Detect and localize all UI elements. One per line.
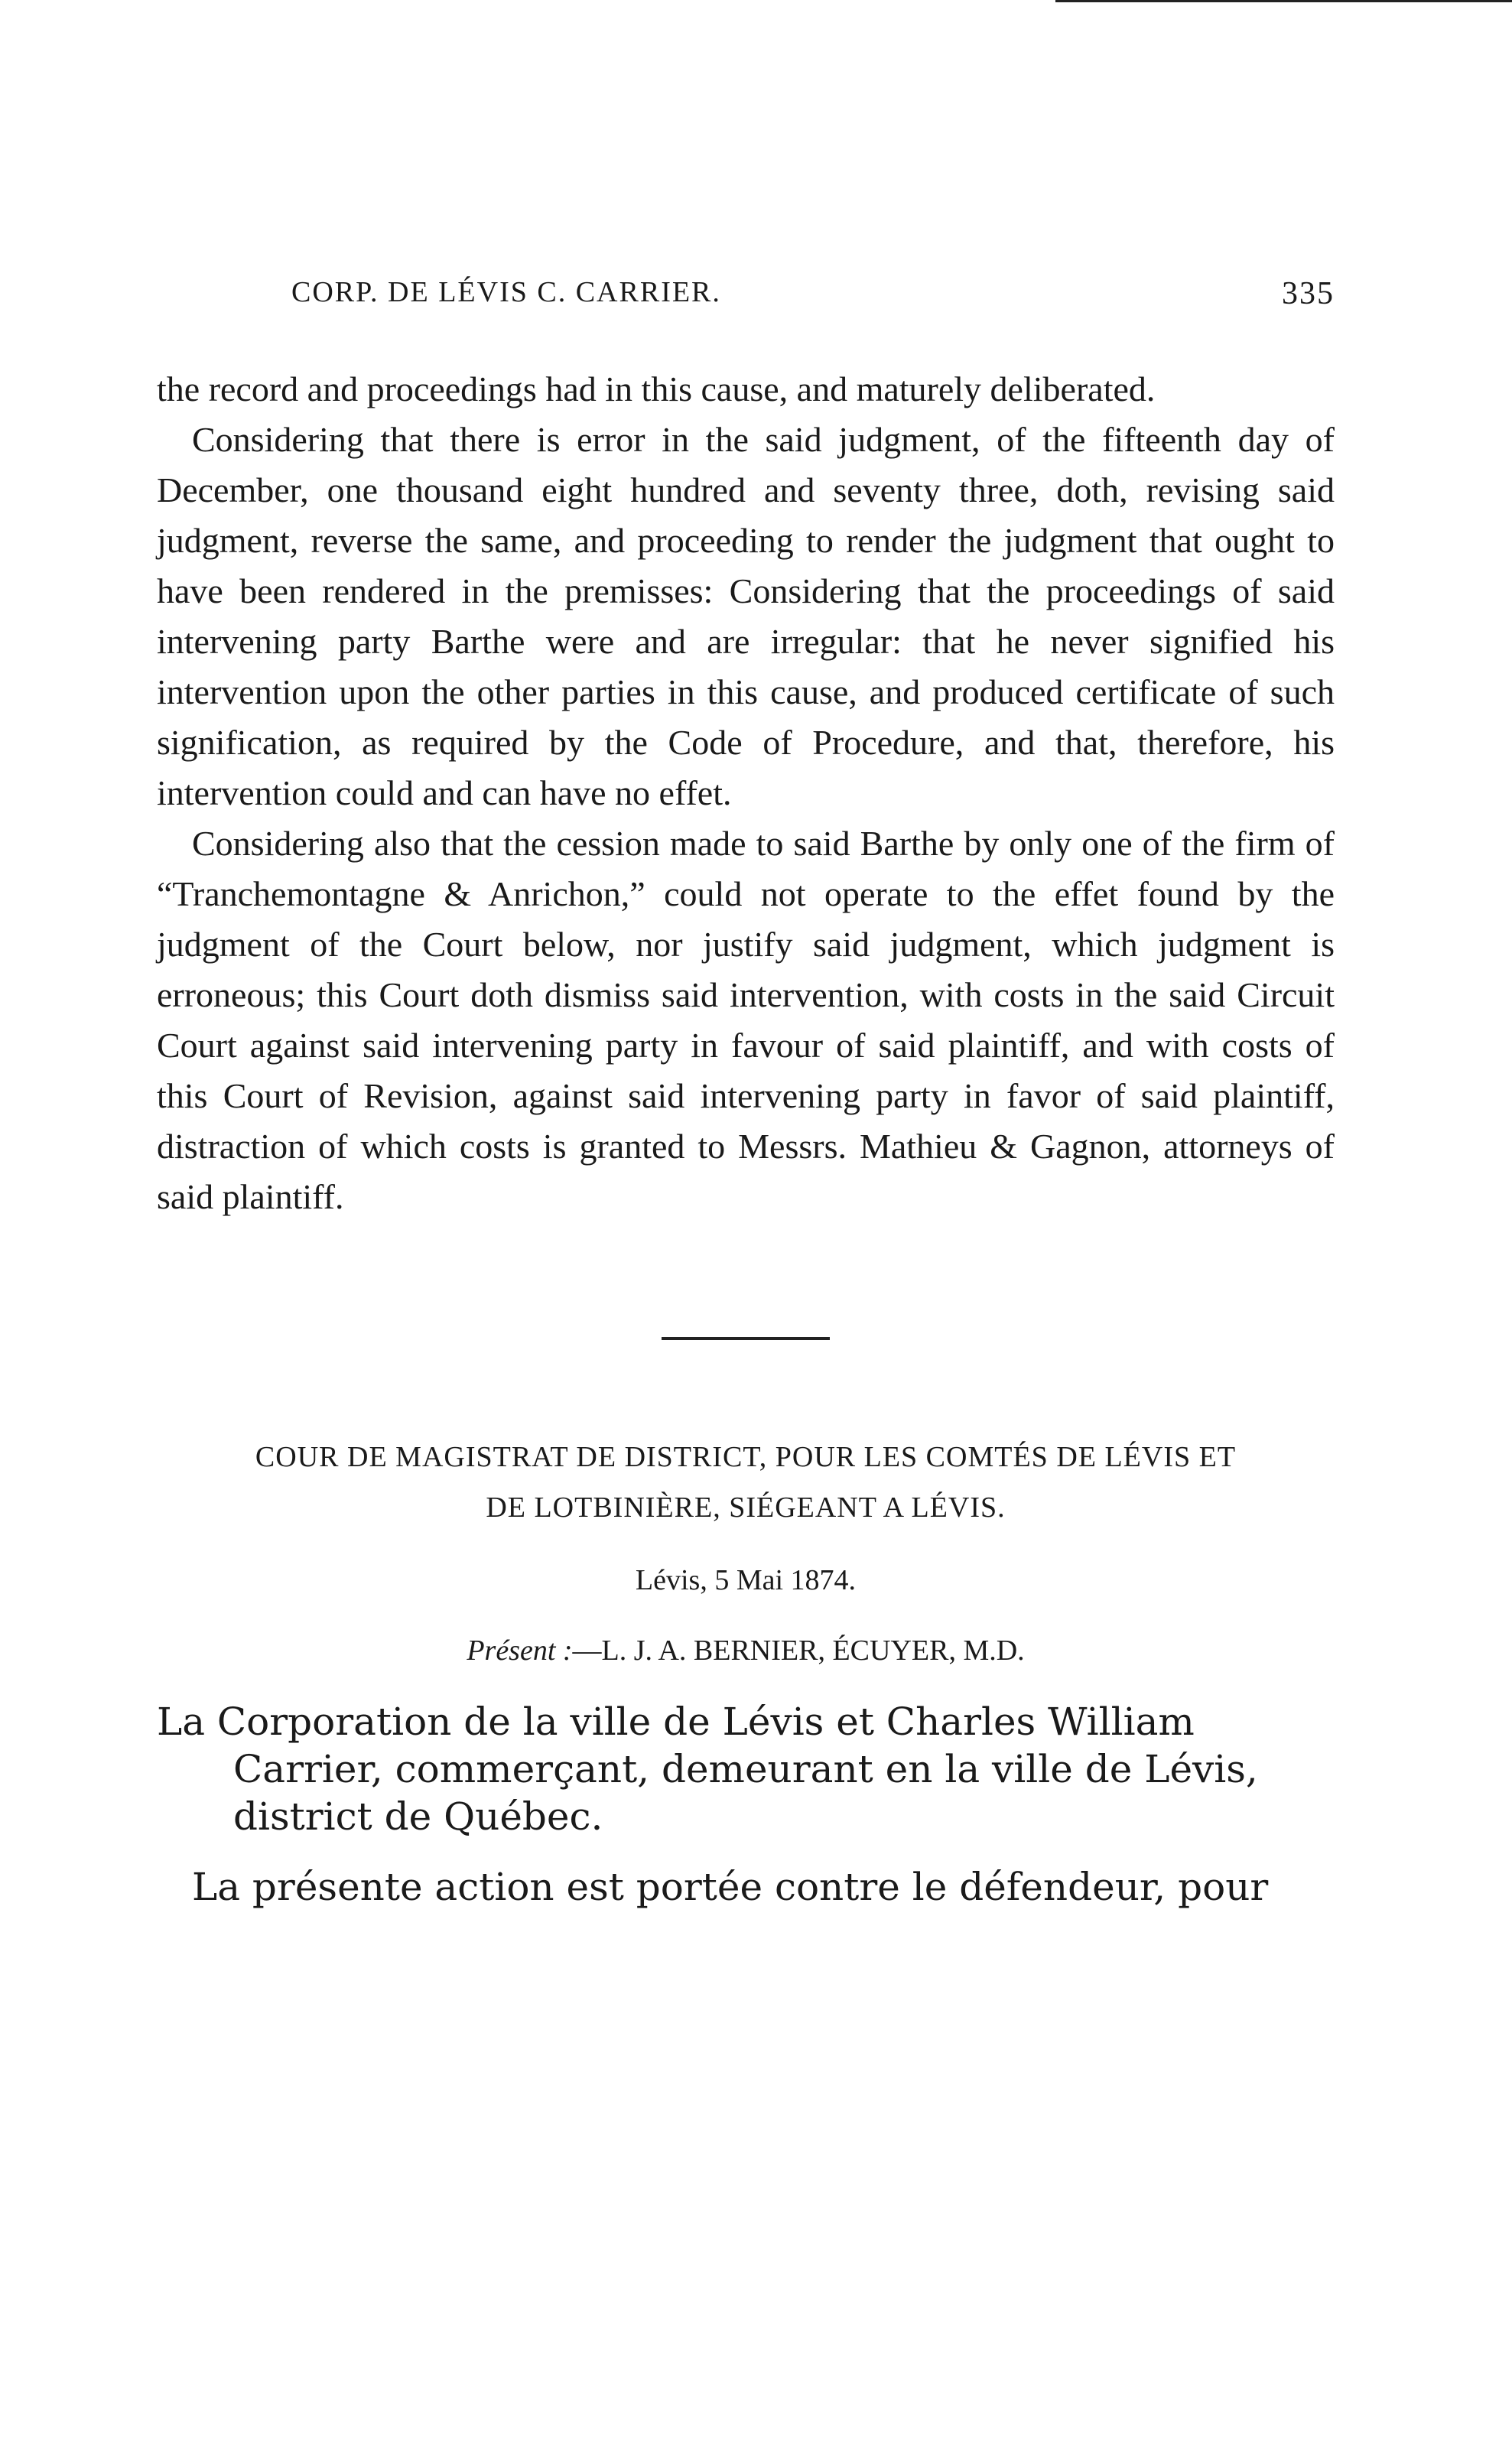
case-parties: La Corporation de la ville de Lévis et Charles William Carrier, commerçant, demeurant en la ville de Lévis, district de Québec.	[157, 1700, 1258, 1839]
document-page	[157, 275, 1335, 1911]
page-number: 335	[1282, 276, 1335, 311]
running-title: CORP. DE LÉVIS C. CARRIER.	[291, 276, 721, 308]
paragraph: Considering that there is error in the said judgment, of the fifteenth day of December, one thousand eight hundred and seventy three, doth, revising said judgment, reverse the same, and proceeding to render the judgment that ought to have been rendered in the premisses: Considering that the proceedings of said intervening party Barthe were and are irregular: that he never signified his intervention upon the other parties in this cause, and produced certificate of such signification, as required by the Code of Procedure, and that, therefore, his intervention could and can have no effet.	[157, 420, 1335, 812]
running-header	[157, 275, 1335, 321]
present-line	[157, 1634, 1335, 1667]
present-name: —L. J. A. BERNIER, ÉCUYER, M.D.	[572, 1635, 1025, 1667]
court-heading-line: COUR DE MAGISTRAT DE DISTRICT, POUR LES COMTÉS DE LÉVIS ET	[255, 1441, 1237, 1473]
paragraph: Considering also that the cession made to said Barthe by only one of the firm of “Tranchemontagne & Anrichon,” could not operate to the effet found by the judgment of the Court below, nor justify said judgment, which judgment is erroneous; this Court doth dismiss said intervention, with costs in the said Circuit Court against said intervening party in favour of said plaintiff, and with costs of this Court of Revision, against said intervening party in favor of said plaintiff, distraction of which costs is granted to Messrs. Mathieu & Gagnon, attorneys of said plaintiff.	[157, 824, 1335, 1216]
paragraph: the record and proceedings had in this cause, and maturely deliberated.	[157, 369, 1156, 408]
session-date: Lévis, 5 Mai 1874.	[635, 1564, 857, 1596]
case-opening-line: La présente action est portée contre le défendeur, pour	[192, 1865, 1269, 1909]
top-edge-rule	[1055, 0, 1512, 2]
section-divider	[662, 1337, 830, 1340]
judgment-body	[157, 364, 1335, 1222]
court-heading-line: DE LOTBINIÈRE, SIÉGEANT A LÉVIS.	[486, 1491, 1006, 1524]
present-label: Présent :	[467, 1635, 573, 1667]
court-heading	[157, 1432, 1335, 1533]
